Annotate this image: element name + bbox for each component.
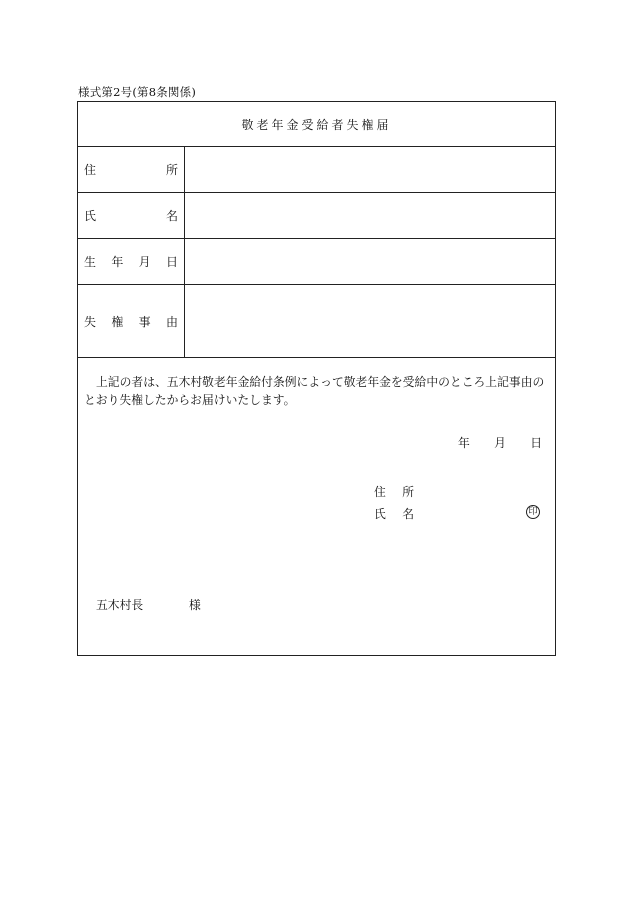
label-char-0: 住 [84,163,97,177]
disqualification-reason-label [78,285,185,357]
form-number-label: 様式第2号(第8条関係) [78,85,197,99]
declarant-address-label [374,483,414,500]
address-label [78,147,185,192]
label-char-0: 住 [374,485,386,499]
birthdate-value[interactable] [185,239,555,284]
address-row [78,147,555,193]
disqualification-reason-value[interactable] [185,285,555,357]
form-title-row [78,102,555,147]
label-char-1: 権 [111,314,124,329]
notification-form [77,101,556,656]
label-char-1: 所 [165,163,178,177]
date-month: 月 [494,436,506,450]
label-char-0: 氏 [84,209,97,223]
label-char-0: 生 [84,255,97,269]
date-day: 日 [530,436,542,450]
addressee-honorific: 様 [189,598,201,612]
birthdate-row [78,239,555,285]
declaration-statement: 上記の者は、五木村敬老年金給付条例によって敬老年金を受給中のところ上記事由のとおり失権したからお届けいたします。 [84,375,545,407]
label-char-2: 事 [138,314,151,329]
label-char-1: 名 [402,507,414,521]
label-char-1: 所 [402,485,414,499]
label-char-3: 日 [165,255,178,269]
address-value[interactable] [185,147,555,192]
label-char-2: 月 [138,255,151,269]
declarant-name-label [374,505,414,522]
label-char-0: 氏 [374,507,386,521]
label-char-1: 年 [111,255,124,269]
label-char-1: 名 [165,209,178,223]
disqualification-reason-row [78,285,555,358]
submission-date [458,434,542,451]
name-value[interactable] [185,193,555,238]
name-label [78,193,185,238]
label-char-0: 失 [84,314,97,329]
date-year: 年 [458,436,470,450]
name-row [78,193,555,239]
form-title: 敬老年金受給者失権届 [241,117,392,132]
birthdate-label [78,239,185,284]
label-char-3: 由 [165,314,178,329]
seal-mark: 印 [526,505,540,519]
addressee-name: 五木村長 [96,598,144,612]
